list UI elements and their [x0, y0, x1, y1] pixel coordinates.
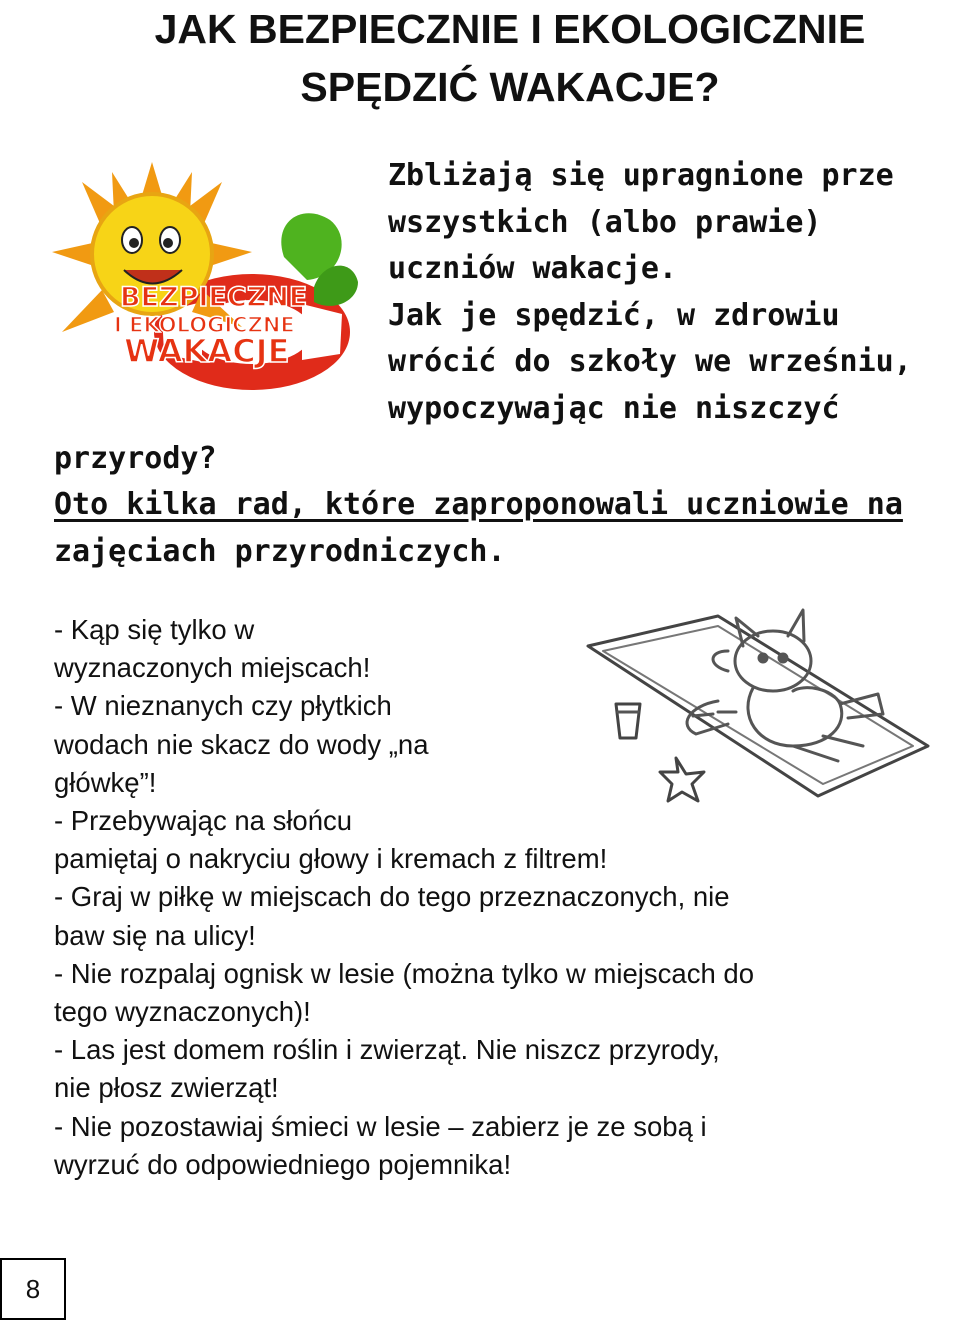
title-line-2: SPĘDZIĆ WAKACJE? — [300, 64, 720, 110]
tip-line: baw się na ulicy! — [54, 919, 256, 951]
intro-line: uczniów wakacje. — [388, 251, 677, 286]
logo-text-line-1: BEZPIECZNE — [120, 282, 308, 313]
lead-line: Oto kilka rad, które zaproponowali uczniowie na — [54, 487, 903, 522]
tip-line: - Graj w piłkę w miejscach do tego przeznaczonych, nie — [54, 881, 730, 913]
intro-continuation: przyrody? — [54, 441, 217, 476]
tip-line: pamiętaj o nakryciu głowy i kremach z filtrem! — [54, 843, 608, 875]
tip-line: - Nie pozostawiaj śmieci w lesie – zabierz je ze sobą i — [54, 1110, 707, 1142]
tip-line: wyrzuć do odpowiedniego pojemnika! — [54, 1148, 512, 1180]
intro-line: Zbliżają się upragnione prze — [388, 158, 894, 193]
tip-line: - Nie rozpalaj ognisk w lesie (można tylko w miejscach do — [54, 957, 754, 989]
tip-line: główkę”! — [54, 766, 157, 798]
tip-line: wyznaczonych miejscach! — [54, 652, 371, 684]
tip-line: - Kąp się tylko w — [54, 614, 255, 645]
intro-paragraph — [388, 153, 960, 432]
intro-line: wszystkich (albo prawie) — [388, 204, 822, 240]
page-number: 8 — [25, 1274, 41, 1304]
intro-line: Jak je spędzić, w zdrowiu — [388, 297, 840, 333]
page-number-box — [0, 1258, 66, 1320]
tip-line: wodach nie skacz do wody „na — [54, 728, 429, 760]
tip-line: - W nieznanych czy płytkich — [54, 690, 392, 722]
tip-line: - Przebywając na słońcu — [54, 805, 353, 837]
logo-text-line-2: I EKOLOGICZNE — [114, 313, 295, 337]
tip-line: nie płosz zwierząt! — [54, 1072, 279, 1104]
tip-line: - Las jest domem roślin i zwierząt. Nie niszcz przyrody, — [54, 1034, 720, 1066]
page-title — [0, 0, 960, 116]
lead-heading — [54, 482, 934, 575]
intro-line: wrócić do szkoły we wrześniu, — [388, 344, 912, 379]
tip-line: tego wyznaczonych)! — [54, 996, 311, 1028]
safe-eco-holiday-logo — [52, 162, 362, 392]
tips-list — [54, 611, 960, 1184]
title-line-1: JAK BEZPIECZNIE I EKOLOGICZNIE — [154, 6, 866, 52]
lead-line: zajęciach przyrodniczych. — [54, 533, 506, 569]
intro-line: wypoczywając nie niszczyć — [388, 390, 840, 426]
logo-text-line-3: WAKACJE — [124, 332, 290, 370]
